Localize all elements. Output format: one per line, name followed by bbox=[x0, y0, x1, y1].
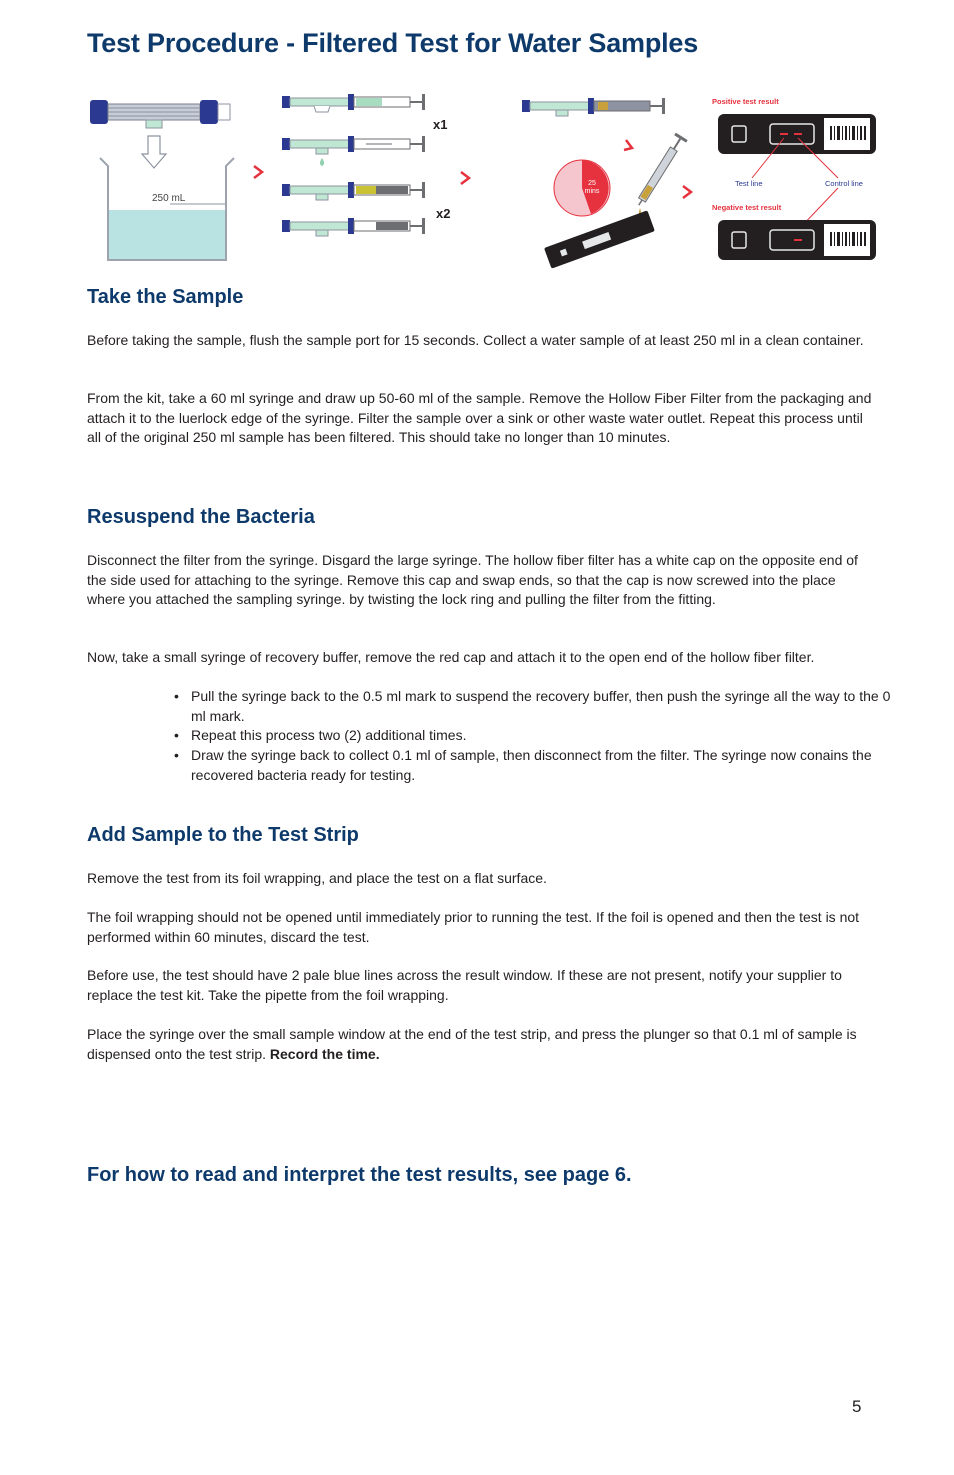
syringe-sequence bbox=[282, 94, 450, 236]
arrow-right-icon bbox=[254, 166, 262, 178]
section-heading-take-sample: Take the Sample bbox=[87, 286, 244, 308]
arrow-right-icon bbox=[461, 172, 469, 184]
section-heading-add-sample: Add Sample to the Test Strip bbox=[87, 824, 359, 846]
test-line-label: Test line bbox=[735, 179, 763, 188]
negative-result-label: Negative test result bbox=[712, 203, 782, 212]
paragraph: Before taking the sample, flush the sample port for 15 seconds. Collect a water sample of at least 250 ml in a clean container. bbox=[87, 332, 864, 348]
record-time-emphasis: Record the time. bbox=[269, 1045, 380, 1062]
paragraph: Place the syringe over the small sample window at the end of the test strip, and press the plunger so that 0.1 ml of sample is dispensed onto the test strip. Record the time. bbox=[87, 1026, 857, 1062]
arrow-down-icon bbox=[624, 140, 632, 150]
paragraph: From the kit, take a 60 ml syringe and draw up 50-60 ml of the sample. Remove the Hollow Fiber Filter from the packaging and attach it to the luerlock edge of the syringe. Filter the sample over a sink or other waste water outlet. Repeat this process until all of the original 250 ml sample has been filtered. This should take no longer than 10 minutes. bbox=[87, 390, 872, 445]
x2-label: x2 bbox=[436, 206, 451, 221]
paragraph: Now, take a small syringe of recovery buffer, remove the red cap and attach it to the open end of the hollow fiber filter. bbox=[87, 649, 815, 665]
list-item: • Repeat this process two (2) additional times. bbox=[174, 727, 467, 743]
paragraph: Remove the test from its foil wrapping, and place the test on a flat surface. bbox=[87, 870, 547, 886]
section-heading-resuspend: Resuspend the Bacteria bbox=[87, 506, 315, 528]
list-item: • Draw the syringe back to collect 0.1 ml of sample, then disconnect from the filter. The syringe now conains the recovered bacteria ready for testing. bbox=[174, 747, 872, 783]
list-item: • Pull the syringe back to the 0.5 ml mark to suspend the recovery buffer, then push the syringe all the way to the 0 ml mark. bbox=[174, 688, 891, 724]
paragraph: Before use, the test should have 2 pale blue lines across the result window. If these are not present, notify your supplier to replace the test kit. Take the pipette from the foil wrapping. bbox=[87, 967, 842, 1003]
beaker-with-filter bbox=[90, 100, 234, 260]
procedure-illustration bbox=[80, 88, 880, 273]
sample-application bbox=[522, 98, 691, 269]
control-line-label: Control line bbox=[825, 179, 863, 188]
paragraph: Disconnect the filter from the syringe. Disgard the large syringe. The hollow fiber filter has a white cap on the opposite end of the side used for attaching to the syringe. Remove this cap and swap ends, so that the cap is now screwed into the place where you attached the sampling syringe. by twisting the lock ring and pulling the filter from the fitting. bbox=[87, 552, 858, 607]
x1-label: x1 bbox=[433, 117, 448, 132]
positive-result-label: Positive test result bbox=[712, 97, 779, 106]
beaker-label: 250 mL bbox=[152, 193, 186, 204]
timer-value: 25 bbox=[588, 180, 596, 187]
paragraph: The foil wrapping should not be opened until immediately prior to running the test. If the foil is opened and then the test is not performed within 60 minutes, discard the test. bbox=[87, 909, 860, 945]
result-diagrams bbox=[712, 97, 876, 260]
footer-note: For how to read and interpret the test results, see page 6. bbox=[87, 1164, 632, 1186]
page-title: Test Procedure - Filtered Test for Water Samples bbox=[87, 28, 699, 58]
timer-unit: mins bbox=[584, 188, 600, 195]
page-number: 5 bbox=[852, 1397, 862, 1416]
arrow-right-icon bbox=[683, 186, 691, 198]
